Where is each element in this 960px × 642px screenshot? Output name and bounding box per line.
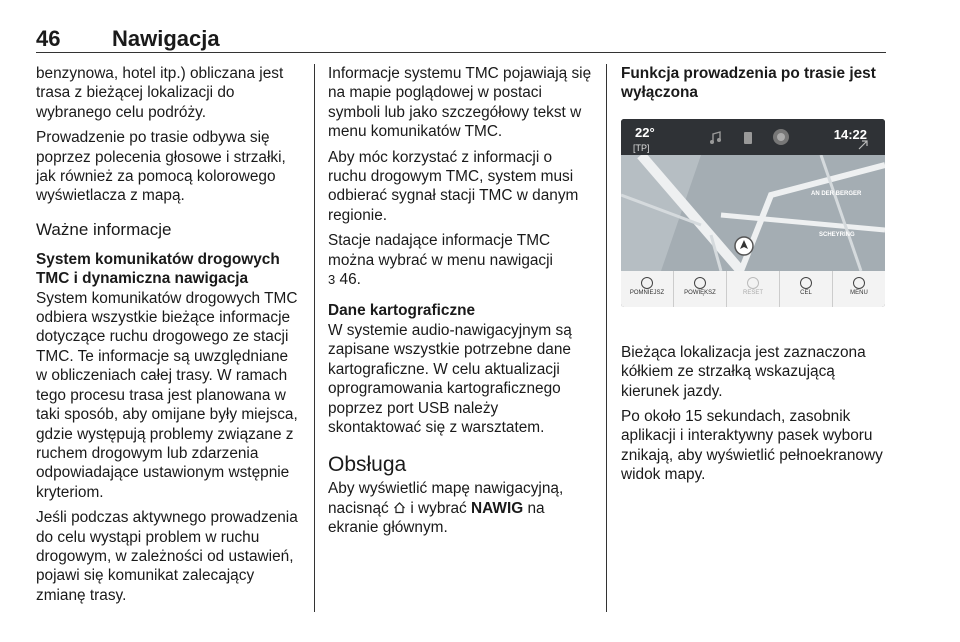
tp-indicator: [TP] <box>633 142 650 153</box>
page-number: 46 <box>36 26 61 51</box>
column-left <box>36 64 300 611</box>
home-icon <box>393 501 406 514</box>
screen-status-bar <box>621 119 885 155</box>
music-icon <box>709 131 723 145</box>
nawig-label: NAWIG <box>471 499 524 517</box>
paragraph-text: i wybrać <box>410 499 467 517</box>
page-ref-arrow-icon: 3 <box>328 272 336 288</box>
paragraph-text: Aby wyświetlić mapę nawigacyjną, nacisnąć <box>328 480 564 517</box>
section-title: Ważne informacje <box>36 219 172 239</box>
column-right <box>621 64 887 491</box>
page-header <box>36 22 888 56</box>
zoom-out-button[interactable]: POMNIEJSZ <box>621 271 674 307</box>
paragraph <box>328 231 594 289</box>
current-position-icon <box>733 235 755 257</box>
paragraph: Bieżąca lokalizacja jest zaznaczona kółkiem ze strzałką wskazującą kierunek jazdy. <box>621 343 866 400</box>
paragraph: Po około 15 sekundach, zasobnik aplikacji i interaktywny pasek wyboru znikają, aby wyświetlić pełnoekranowy widok mapy. <box>621 408 883 484</box>
map-street-label: AN DER BERGER <box>811 190 862 197</box>
zoom-in-button[interactable]: POWIĘKSZ <box>674 271 727 307</box>
paragraph: Informacje systemu TMC pojawiają się na mapie poglądowej w postaci symboli lub jako szczegółowy tekst w menu komunikatów TMC. <box>328 65 592 141</box>
paragraph: benzynowa, hotel itp.) obliczana jest trasa z bieżącej lokalizacji do wybranego celu podróży. <box>36 65 284 121</box>
paragraph: W systemie audio-nawigacyjnym są zapisane wszystkie potrzebne dane kartograficzne. W celu aktualizacji oprogramowania kartograficznego poprzez port USB należy skontaktować się z warsztatem. <box>328 321 572 436</box>
paragraph: Prowadzenie po trasie odbywa się poprzez polecenia głosowe i strzałki, jak również za pomocą kolorowego wyświetlacza z mapą. <box>36 129 286 205</box>
reset-button[interactable]: RESET <box>727 271 780 307</box>
map-street-label: SCHEYRING <box>819 231 855 238</box>
map-view[interactable] <box>621 155 885 271</box>
interaction-selector-bar <box>621 271 885 307</box>
phone-icon <box>743 131 753 145</box>
menu-button[interactable]: MENU <box>833 271 885 307</box>
paragraph-text: Stacje nadające informacje TMC można wybrać w menu nawigacji <box>328 232 553 269</box>
column-divider <box>606 64 607 612</box>
page-ref[interactable]: 46. <box>339 271 361 289</box>
section-title-large: Obsługa <box>328 453 407 477</box>
column-middle <box>328 64 594 544</box>
clock: 14:22 <box>833 126 867 142</box>
destination-button[interactable]: CEL <box>780 271 833 307</box>
paragraph <box>328 479 594 537</box>
paragraph: Aby móc korzystać z informacji o ruchu drogowym TMC, system musi odbierać sygnał stacji TMC w danym regionie. <box>328 148 579 224</box>
navigation-screen-image <box>621 119 885 307</box>
paragraph: Jeśli podczas aktywnego prowadzenia do celu wystąpi problem w ruchu drogowym, w zależności od ustawień, pojawi się komunikat zalecający zmianę trasy. <box>36 509 298 604</box>
page-title: Nawigacja <box>112 26 220 51</box>
paragraph-text: na ekranie głównym. <box>328 499 545 537</box>
temperature: 22° <box>635 124 655 140</box>
paragraph: System komunikatów drogowych TMC odbiera wszystkie bieżące informacje dotyczące ruchu drogowego ze stacji TMC. Te informacje są uwzględniane w obliczeniach całej trasy. W ramach tego procesu trasa jest planowana w taki sposób, aby omijane były miejsca, gdzie występują problemy związane z ruchem drogowym lub zdarzenia odpowiadające ustawionym wstępnie kryteriom. <box>36 289 298 501</box>
subheading: Dane kartograficzne <box>328 302 476 320</box>
header-rule <box>36 52 886 53</box>
subheading: System komunikatów drogowych TMC i dynamiczna nawigacja <box>36 250 280 288</box>
subheading: Funkcja prowadzenia po trasie jest wyłączona <box>621 65 876 102</box>
nav-app-icon <box>771 127 791 147</box>
column-divider <box>314 64 315 612</box>
